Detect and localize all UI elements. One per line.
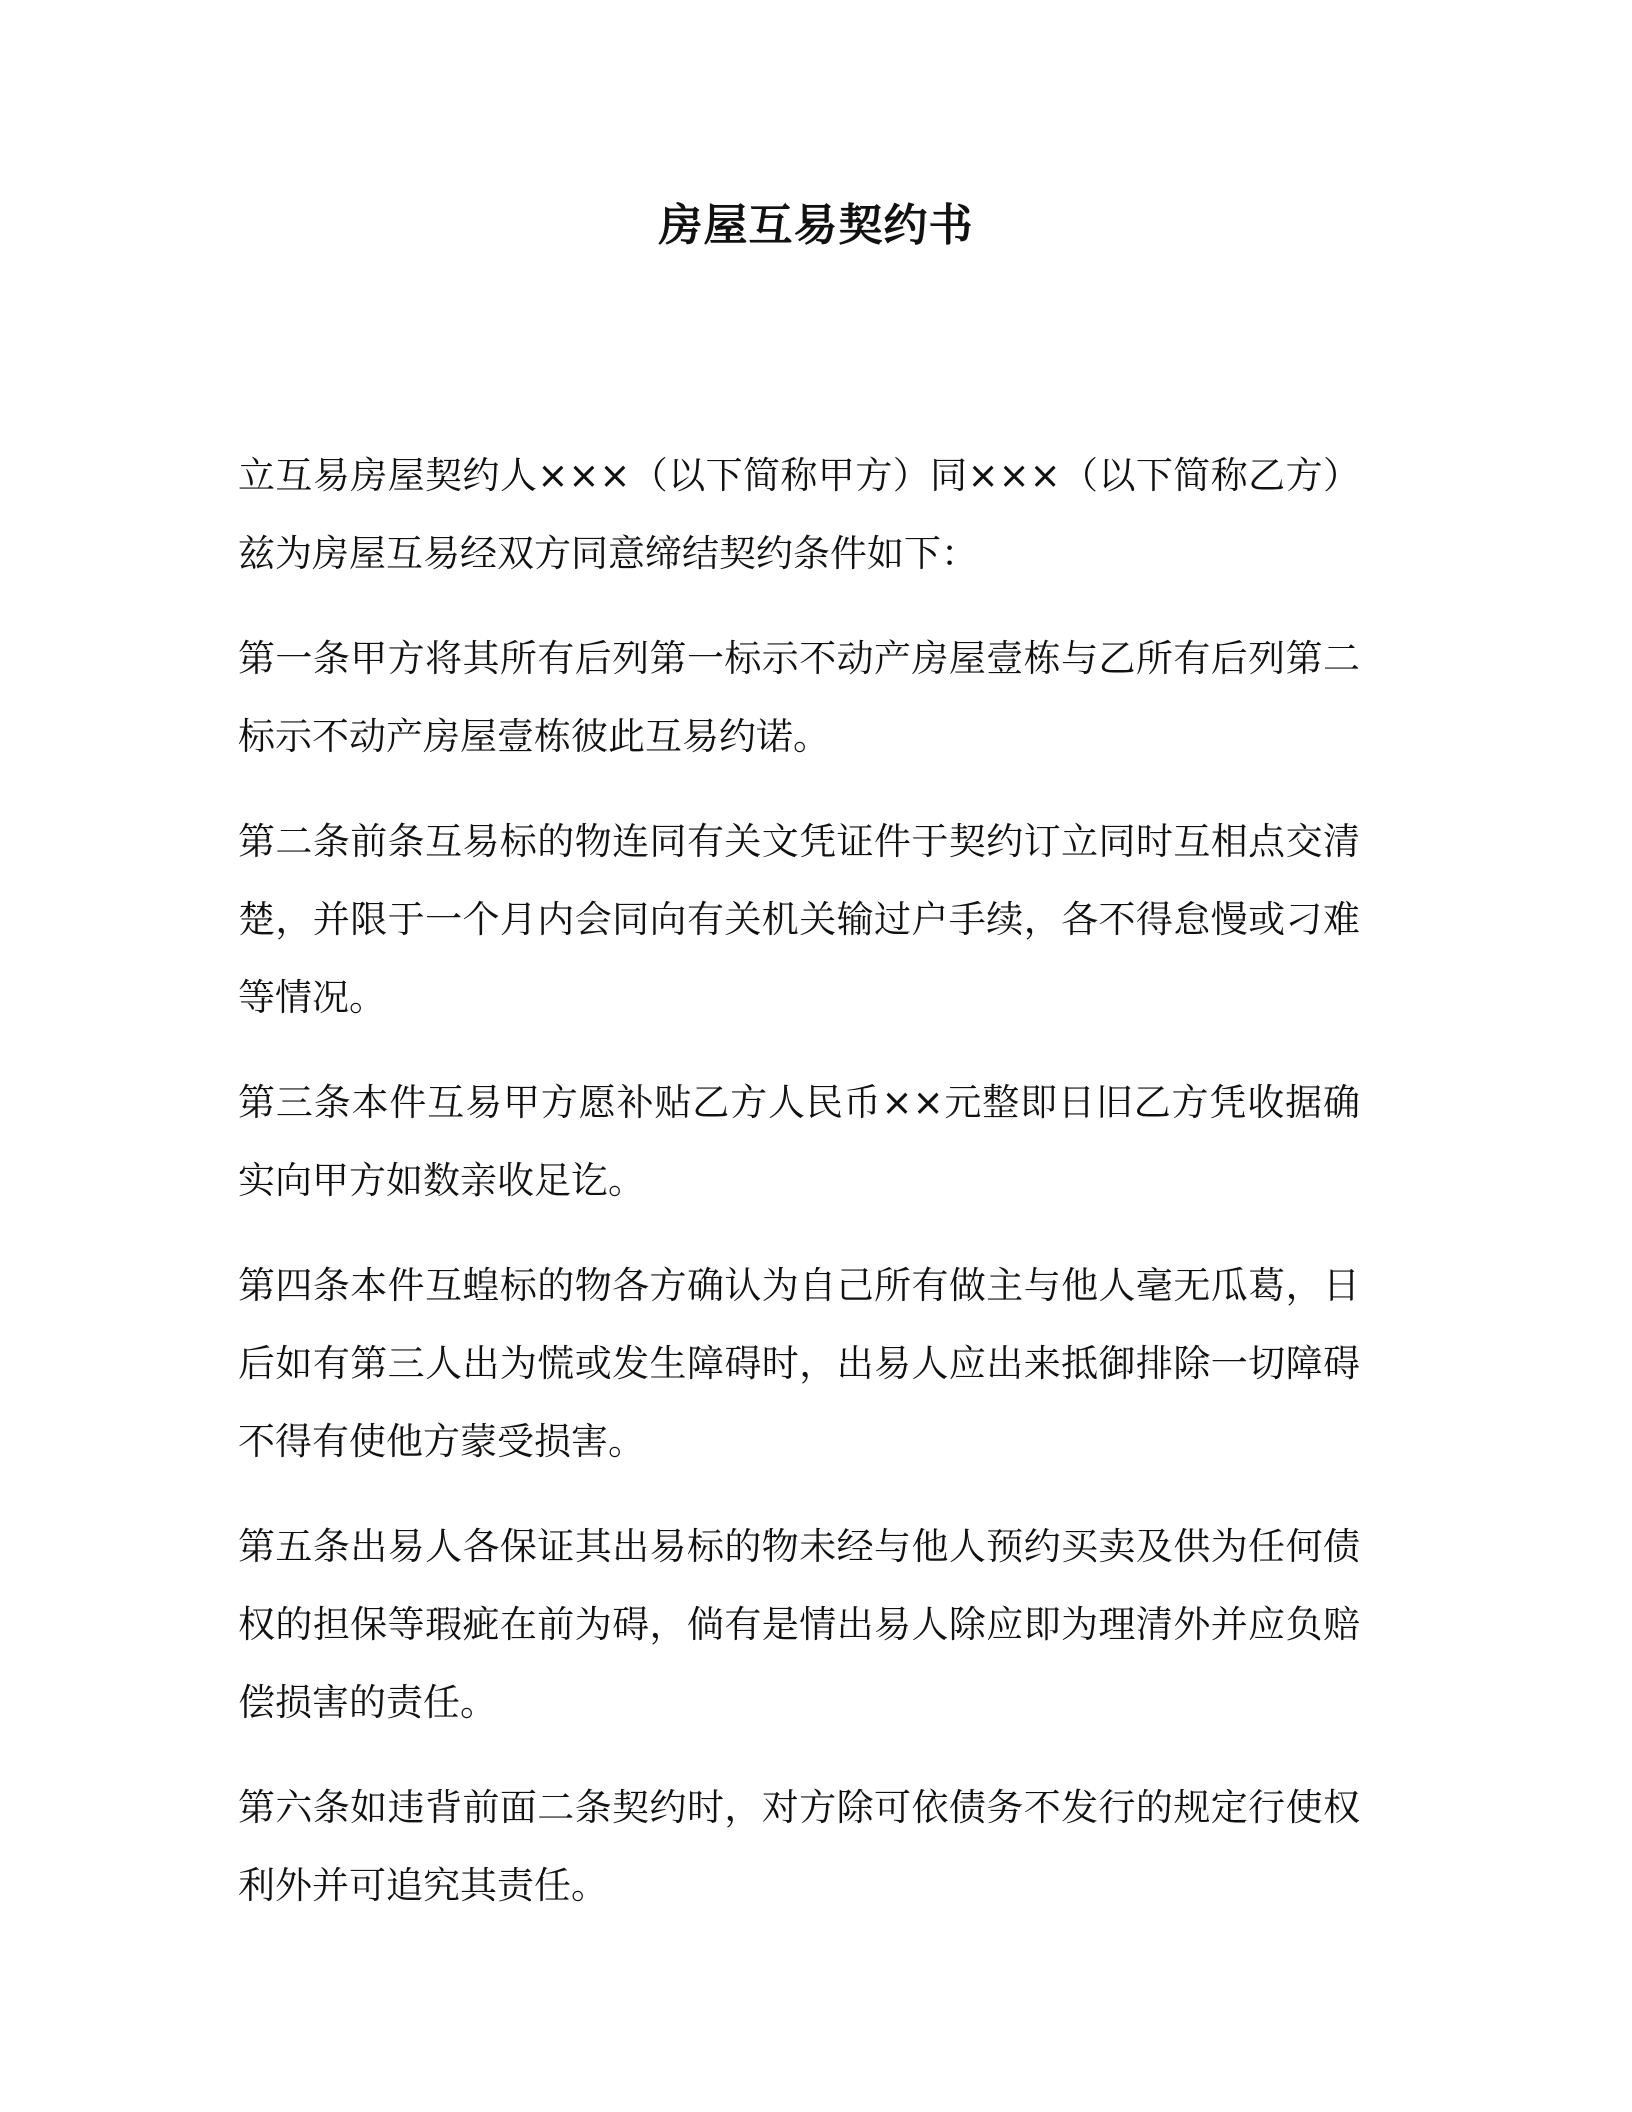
paragraph-article-4: 第四条本件互蝗标的物各方确认为自己所有做主与他人毫无瓜葛，日后如有第三人出为慌或发生障碍时，出易人应出来抵御排除一切障碍不得有使他方蒙受损害。: [238, 1264, 1360, 1463]
paragraph-article-3: 第三条本件互易甲方愿补贴乙方人民币××元整即日旧乙方凭收据确实向甲方如数亲收足讫。: [238, 1081, 1360, 1202]
paragraph-article-6: 第六条如违背前面二条契约时，对方除可依债务不发行的规定行使权利外并可追究其责任。: [238, 1786, 1360, 1907]
paragraph-article-1: 第一条甲方将其所有后列第一标示不动产房屋壹栋与乙所有后列第二标示不动产房屋壹栋彼此互易约诺。: [238, 637, 1360, 758]
document-title: 房屋互易契约书: [658, 200, 974, 251]
paragraph-preamble: 立互易房屋契约人×××（以下简称甲方）同×××（以下简称乙方）兹为房屋互易经双方同意缔结契约条件如下：: [238, 454, 1360, 575]
paragraph-article-2: 第二条前条互易标的物连同有关文凭证件于契约订立同时互相点交清楚，并限于一个月内会同向有关机关输过户手续，各不得怠慢或刁难等情况。: [238, 820, 1360, 1019]
paragraph-article-5: 第五条出易人各保证其出易标的物未经与他人预约买卖及供为任何债权的担保等瑕疵在前为碍，倘有是情出易人除应即为理清外并应负赔偿损害的责任。: [238, 1525, 1360, 1724]
document-body: [238, 437, 1360, 1952]
